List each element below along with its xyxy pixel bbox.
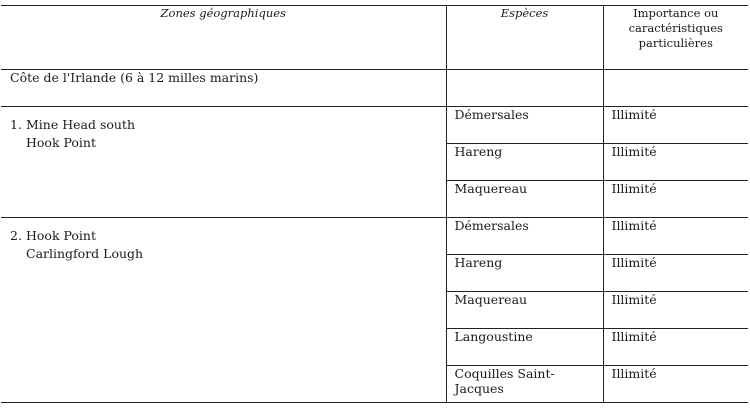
importance-cell: Illimité xyxy=(603,292,748,329)
section-species-empty xyxy=(446,70,603,107)
zone-line1: Mine Head south xyxy=(26,117,136,132)
importance-cell: Illimité xyxy=(603,366,748,403)
importance-cell: Illimité xyxy=(603,329,748,366)
importance-cell: Illimité xyxy=(603,107,748,144)
species-cell: Démersales xyxy=(446,218,603,255)
table-row xyxy=(1,218,748,255)
table-header-row xyxy=(1,6,748,70)
header-importance-line1: Importance ou xyxy=(633,6,719,20)
section-importance-empty xyxy=(603,70,748,107)
section-row xyxy=(1,70,748,107)
header-importance-line3: particulières xyxy=(638,36,713,50)
importance-cell: Illimité xyxy=(603,144,748,181)
species-cell: Coquilles Saint-Jacques xyxy=(446,366,603,403)
table-row xyxy=(1,107,748,144)
header-zones: Zones géographiques xyxy=(1,6,446,70)
species-cell: Hareng xyxy=(446,144,603,181)
zone-line1: Hook Point xyxy=(26,228,97,243)
zone-line2: Hook Point xyxy=(26,135,97,150)
header-importance xyxy=(603,6,748,70)
header-species: Espèces xyxy=(446,6,603,70)
zone-number: 2. xyxy=(10,228,22,243)
fishing-zones-table xyxy=(1,5,748,403)
importance-cell: Illimité xyxy=(603,181,748,218)
section-title: Côte de l'Irlande (6 à 12 milles marins) xyxy=(1,70,446,107)
zone-line2: Carlingford Lough xyxy=(26,246,144,261)
zone-number: 1. xyxy=(10,117,22,132)
species-cell: Langoustine xyxy=(446,329,603,366)
species-cell: Hareng xyxy=(446,255,603,292)
importance-cell: Illimité xyxy=(603,218,748,255)
zone-cell-2 xyxy=(1,218,446,403)
species-cell: Maquereau xyxy=(446,181,603,218)
importance-cell: Illimité xyxy=(603,255,748,292)
header-importance-line2: caractéristiques xyxy=(628,21,723,35)
zone-cell-1 xyxy=(1,107,446,218)
species-cell: Maquereau xyxy=(446,292,603,329)
species-cell: Démersales xyxy=(446,107,603,144)
